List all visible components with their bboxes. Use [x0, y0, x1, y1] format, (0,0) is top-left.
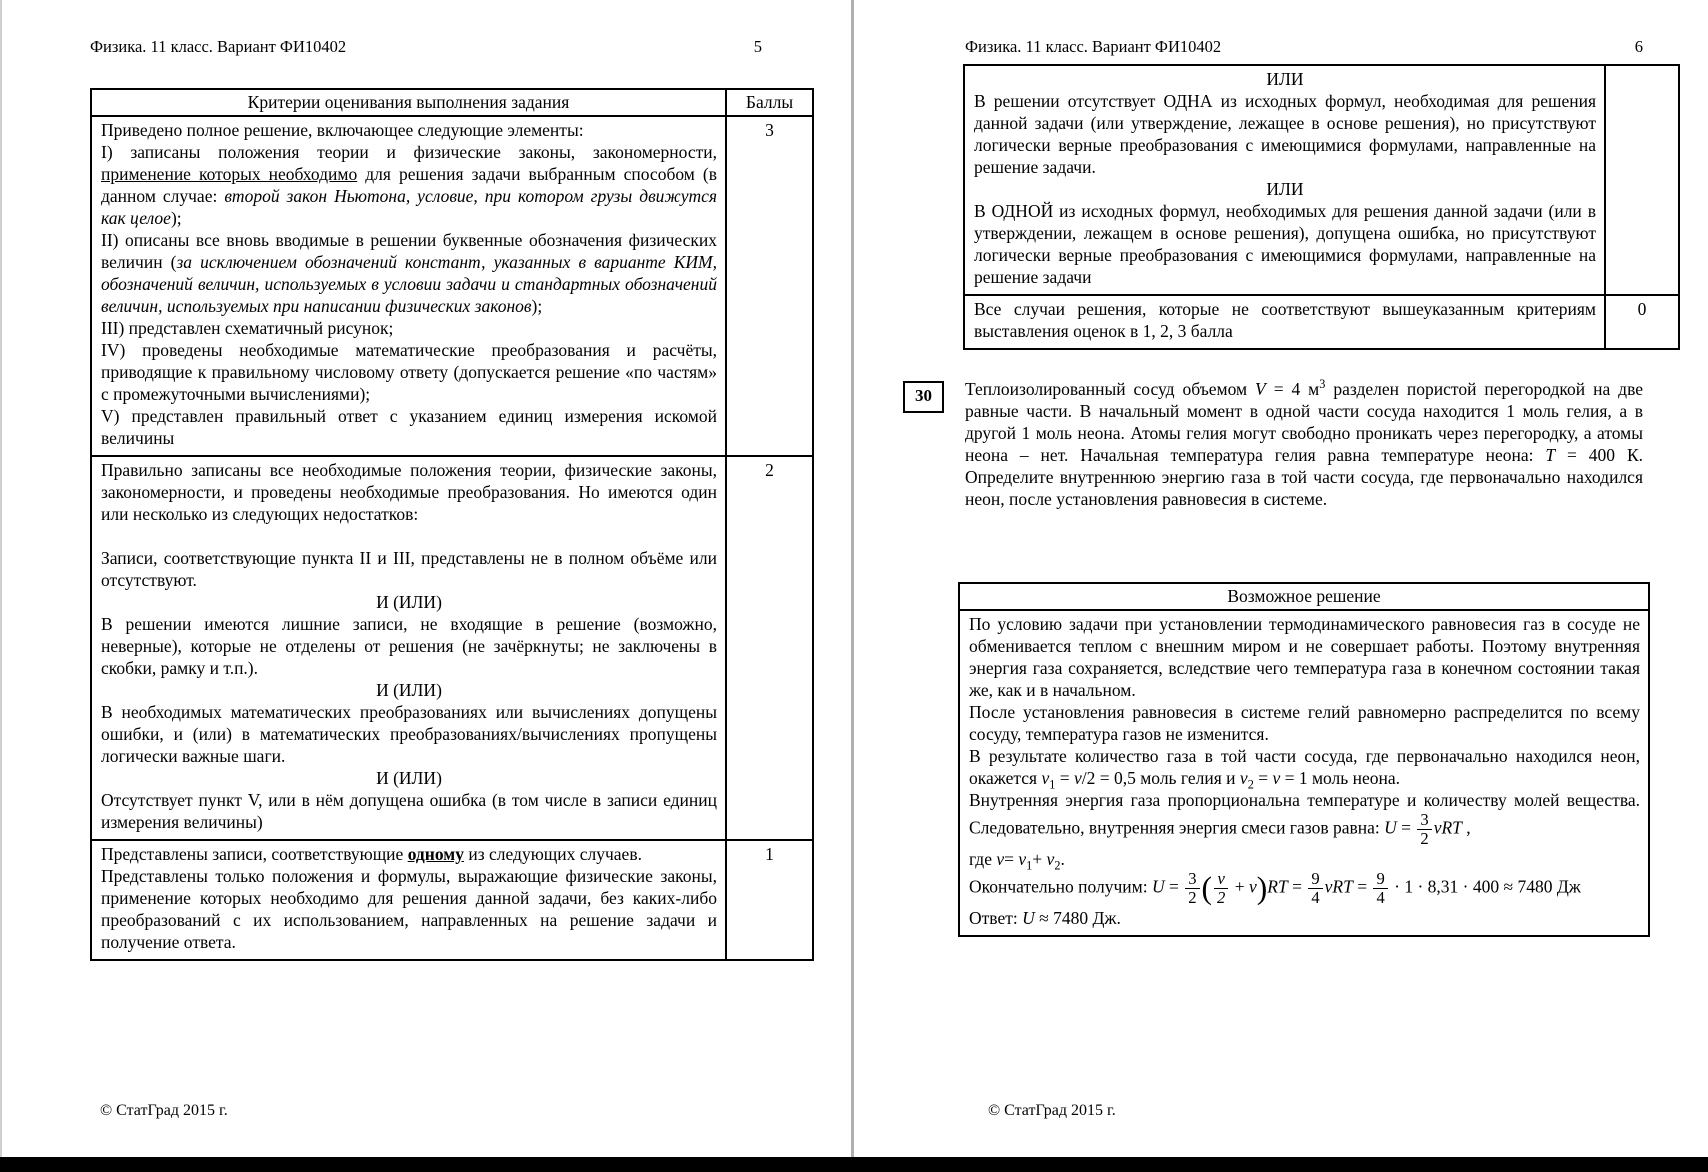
text-segment: ν [1272, 768, 1281, 788]
solution-body-row [959, 610, 1649, 936]
criteria-table-continued [963, 64, 1680, 350]
criteria-cell [964, 65, 1605, 295]
criteria-row-0-points [964, 295, 1679, 349]
text-segment: В решении отсутствует ОДНА из исходных формул, необходимая для решения данной задачи (или утверждение, лежащее в основе решения), но присутствуют логически верные преобразования с имеющимися формулами, направленные на решение задачи. [974, 91, 1596, 177]
score-cell: 2 [726, 456, 813, 840]
score-column-header: Баллы [726, 89, 813, 116]
score-cell: 0 [1605, 295, 1679, 349]
paragraph [101, 229, 717, 317]
text-segment: Теплоизолированный сосуд объемом [965, 379, 1256, 399]
paragraph [974, 90, 1596, 178]
text-segment: 1 [1026, 858, 1033, 873]
fraction: $\frac{9}{4}$ [1373, 870, 1387, 907]
paragraph [101, 613, 717, 679]
paragraph [969, 848, 1640, 873]
paragraph [101, 865, 717, 953]
text-segment: 3 [1319, 377, 1326, 392]
criteria-row-2-points [91, 456, 813, 840]
text-segment: В необходимых математических преобразованиях или вычислениях допущены ошибки, и (или) в математических преобразованиях/вычислениях пропущены логически важные шаги. [101, 702, 717, 766]
text-segment: ν [1018, 848, 1027, 869]
text-segment: Отсутствует пункт V, или в нём допущена ошибка (в том числе в записи единиц измерения величины) [101, 790, 717, 832]
text-segment: После установления равновесия в системе гелий равномерно распределится по всему сосуду, температура газов не изменится. [969, 702, 1640, 744]
criteria-row-3-points [91, 116, 813, 456]
paragraph [101, 317, 717, 339]
text-segment: RT [1332, 876, 1353, 897]
criteria-table [90, 88, 814, 961]
text-segment: 1 [1049, 777, 1056, 792]
text-segment: из следующих случаев. [463, 844, 642, 864]
scan-edge-bar [0, 1157, 1708, 1172]
paragraph [101, 459, 717, 525]
text-segment: ИЛИ [1266, 179, 1304, 199]
text-segment: = [1352, 876, 1372, 897]
text-segment: где [969, 848, 997, 869]
text-segment: Все случаи решения, которые не соответствуют вышеуказанным критериям выставления оценок в 1, 2, 3 балла [974, 299, 1596, 341]
text-segment: И (ИЛИ) [376, 680, 442, 700]
page-number: 6 [1634, 37, 1643, 56]
text-segment: , [1461, 817, 1471, 838]
document-title: Физика. 11 класс. Вариант ФИ10402 [965, 37, 1222, 56]
paragraph [101, 591, 717, 613]
text-segment: В решении имеются лишние записи, не входящие в решение (возможно, неверные), которые не отделены от решения (не зачёркнуты; не заключены в скобки, рамку и т.п.). [101, 614, 717, 678]
text-segment: = [1004, 848, 1019, 869]
criteria-cell [91, 456, 726, 840]
text-segment: + [1230, 876, 1249, 897]
fraction: $\frac{3}{2}$ [1417, 811, 1431, 848]
paragraph [974, 178, 1596, 200]
text-segment: В результате количество газа в той части сосуда, где первоначально находился неон, окажется [969, 746, 1640, 788]
text-segment: · 1 · 8,31 · 400 ≈ 7480 Дж [1389, 876, 1581, 897]
text-segment: T [1545, 445, 1556, 465]
text-segment: В ОДНОЙ из исходных формул, необходимых для решения данной задачи (или в утверждении, лежащем в основе решения), допущена ошибка, но присутствуют логически верные преобразования с имеющимися формулами, направленные на решение задачи [974, 201, 1596, 287]
text-segment: ν [1041, 768, 1050, 788]
paragraph [974, 68, 1596, 90]
text-segment: ( [1201, 870, 1213, 906]
text-segment: ); [531, 296, 543, 316]
problem-number-box: 30 [903, 381, 944, 413]
text-segment: ν [1433, 817, 1442, 838]
text-segment: = 400 К. Определите внутреннюю энергию газа в той части сосуда, где первоначально находился неон, после установления равновесия в системе. [965, 445, 1643, 509]
paragraph [101, 843, 717, 865]
paragraph [969, 613, 1640, 701]
text-segment: для решения задачи выбранным способом (в данном случае: [101, 164, 717, 206]
text-segment: ИЛИ [1266, 69, 1304, 89]
criteria-cell [964, 295, 1605, 349]
paragraph [101, 547, 717, 591]
text-segment: V) представлен правильный ответ с указанием единиц измерения искомой величины [101, 406, 717, 448]
text-segment: одному [407, 844, 464, 864]
paragraph [101, 141, 717, 229]
text-segment: ν [1248, 876, 1257, 897]
text-segment: 2 [1247, 777, 1254, 792]
paragraph [101, 119, 717, 141]
text-segment: = [1253, 768, 1273, 788]
score-cell: 1 [726, 840, 813, 960]
paragraph [101, 701, 717, 767]
text-segment: RT [1441, 817, 1462, 838]
text-segment: U [1384, 817, 1397, 838]
text-segment: V [1255, 379, 1266, 399]
text-segment: И (ИЛИ) [376, 592, 442, 612]
text-segment: применение которых необходимо [101, 164, 358, 184]
text-segment: Приведено полное решение, включающее следующие элементы: [101, 120, 584, 140]
criteria-row-1-point [91, 840, 813, 960]
criteria-column-header: Критерии оценивания выполнения задания [91, 89, 726, 116]
score-cell: 3 [726, 116, 813, 456]
page-6 [854, 0, 1708, 1157]
fraction: $\frac{\nu}{2}$ [1214, 870, 1228, 907]
text-segment: Правильно записаны все необходимые положения теории, физические законы, закономерности, и проведены необходимые преобразования. Но имеются один или несколько из следующих недостатков: [101, 460, 717, 524]
text-segment: ) [1256, 870, 1268, 906]
fraction: $\frac{9}{4}$ [1308, 870, 1322, 907]
paragraph [969, 745, 1640, 792]
text-segment: = [1396, 817, 1416, 838]
paragraph [101, 339, 717, 405]
text-segment: второй закон Ньютона, условие, при котором грузы движутся как целое [101, 186, 718, 228]
text-segment: ν [1046, 848, 1055, 869]
text-segment: Представлены записи, соответствующие [101, 844, 408, 864]
text-segment: 2 [1054, 858, 1061, 873]
text-segment: /2 = 0,5 моль гелия и [1081, 768, 1240, 788]
text-segment: = 4 м [1265, 379, 1320, 399]
fraction: $\frac{3}{2}$ [1185, 870, 1199, 907]
paragraph [969, 789, 1640, 848]
text-segment: U [1151, 876, 1165, 897]
text-segment: По условию задачи при установлении термодинамического равновесия газ в сосуде не обменивается теплом с внешним миром и не совершает работы. Поэтому внутренняя энергия газа сохраняется, вследствие чего температура газа в конечном состоянии такая же, как и в начальном. [969, 614, 1640, 700]
text-segment: ≈ 7480 Дж. [1034, 907, 1121, 928]
problem-30 [903, 378, 1643, 510]
paragraph [974, 298, 1596, 342]
text-segment: Окончательно получим: [969, 876, 1152, 897]
page-footer: © СтатГрад 2015 г. [100, 1102, 228, 1119]
page-number: 5 [753, 37, 762, 56]
solution-header-row [959, 583, 1649, 610]
page-footer: © СтатГрад 2015 г. [988, 1102, 1116, 1119]
paragraph [969, 701, 1640, 745]
criteria-cell [91, 840, 726, 960]
text-segment: RT [1267, 876, 1288, 897]
text-segment: Внутренняя энергия газа пропорциональна температуре и количеству молей вещества. Следовательно, внутренняя энергия смеси газов равна: [969, 790, 1640, 838]
paragraph [101, 767, 717, 789]
text-segment: ν [1239, 768, 1248, 788]
criteria-continuation-row [964, 65, 1679, 295]
text-segment: III) представлен схематичный рисунок; [101, 318, 394, 338]
problem-text [965, 378, 1643, 510]
text-segment: IV) проведены необходимые математические преобразования и расчёты, приводящие к правильному числовому ответу (допускается решение «по частям» с промежуточными вычислениями); [101, 340, 717, 404]
document-title: Физика. 11 класс. Вариант ФИ10402 [90, 37, 347, 56]
criteria-header-row [91, 89, 813, 116]
text-segment: ); [170, 208, 182, 228]
paragraph [101, 525, 717, 547]
paragraph [974, 200, 1596, 288]
text-segment: Ответ: [969, 907, 1023, 928]
text-segment: разделен пористой перегородкой на две равные части. В начальный момент в одной части сосуда находится 1 моль гелия, а в другой 1 моль неона. Атомы гелия могут свободно проникать через перегородку, а атомы неона – нет. Начальная температура гелия равна температуре неона: [965, 379, 1643, 465]
text-segment [101, 526, 105, 546]
text-segment: Представлены только положения и формулы, выражающие физические законы, применение которых необходимо для решения данной задачи, без каких-либо преобразований с их использованием, направленных на решение задачи и получение ответа. [101, 866, 717, 952]
paragraph [101, 789, 717, 833]
text-segment: за исключением обозначений констант, указанных в варианте КИМ, обозначений величин, используемых в условии задачи и стандартных обозначений величин, используемых при написании физических законов [101, 252, 717, 316]
paragraph [969, 870, 1640, 907]
solution-title: Возможное решение [959, 583, 1649, 610]
paragraph [101, 679, 717, 701]
text-segment: Записи, соответствующие пункта II и III, представлены не в полном объёме или отсутствуют. [101, 548, 717, 590]
text-segment: = 1 моль неона. [1280, 768, 1401, 788]
text-segment: = [1055, 768, 1074, 788]
text-segment: + [1032, 848, 1047, 869]
paragraph [969, 907, 1640, 929]
paragraph [101, 405, 717, 449]
text-segment: II) описаны все вновь вводимые в решении буквенные обозначения физических величин ( [101, 230, 717, 272]
text-segment: = [1164, 876, 1184, 897]
text-segment: = [1287, 876, 1307, 897]
page-header [90, 37, 762, 57]
text-segment: ν [1073, 768, 1082, 788]
page-5 [0, 0, 856, 1157]
text-segment: И (ИЛИ) [376, 768, 442, 788]
text-segment: ν [1324, 876, 1333, 897]
text-segment: I) записаны положения теории и физические законы, закономерности, [101, 142, 717, 162]
page-header [965, 37, 1643, 57]
score-cell-empty [1605, 65, 1679, 295]
text-segment: U [1022, 907, 1035, 928]
solution-text [959, 610, 1649, 936]
text-segment: . [1060, 848, 1065, 869]
paragraph [965, 378, 1643, 510]
solution-table [958, 582, 1650, 937]
text-segment: ν [996, 848, 1005, 869]
criteria-cell [91, 116, 726, 456]
